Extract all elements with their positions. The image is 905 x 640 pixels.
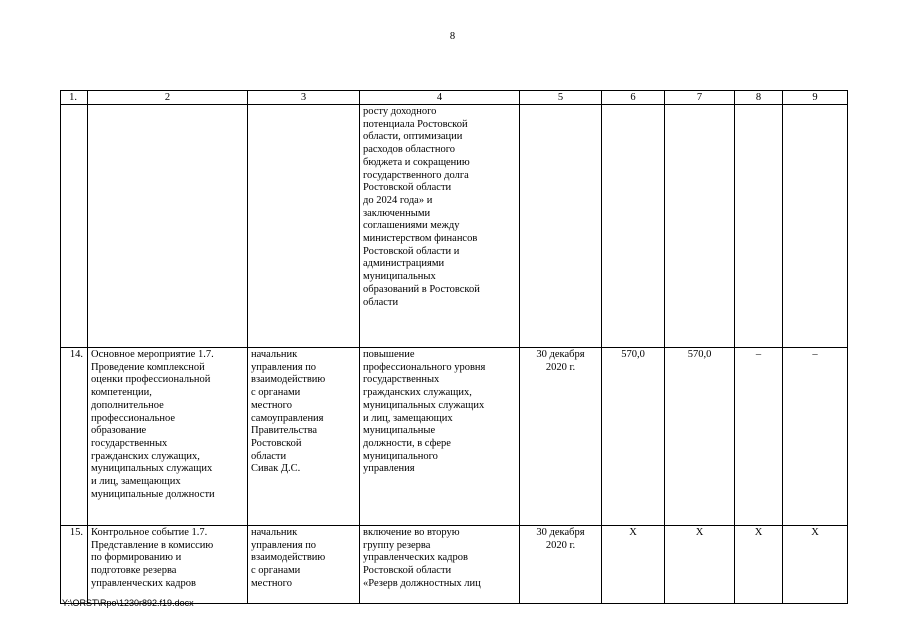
table-row (61, 526, 848, 604)
cell-col6: Х (602, 526, 665, 604)
header-col-8: 8 (735, 91, 783, 105)
data-table (60, 90, 848, 604)
header-row (61, 91, 848, 105)
header-col-2: 2 (88, 91, 248, 105)
cell-deadline: 30 декабря 2020 г. (520, 348, 602, 526)
cell-col6: 570,0 (602, 348, 665, 526)
table-row-continuation (61, 105, 848, 348)
cell-empty (602, 105, 665, 348)
header-col-4: 4 (360, 91, 520, 105)
cell-col7: 570,0 (665, 348, 735, 526)
cell-col9: Х (783, 526, 848, 604)
cell-col9: – (783, 348, 848, 526)
cell-result: включение во вторую группу резерва управленческих кадров Ростовской области «Резерв должностных лиц (360, 526, 520, 604)
cell-empty (783, 105, 848, 348)
cell-col8: Х (735, 526, 783, 604)
header-col-9: 9 (783, 91, 848, 105)
cell-deadline: 30 декабря 2020 г. (520, 526, 602, 604)
header-col-6: 6 (602, 91, 665, 105)
cell-result: повышение профессионального уровня государственных гражданских служащих, муниципальных служащих и лиц, замещающих муниципальные должности, в сфере муниципального управления (360, 348, 520, 526)
cell-responsible: начальник управления по взаимодействию с органами местного самоуправления Правительства Ростовской области Сивак Д.С. (248, 348, 360, 526)
header-col-3: 3 (248, 91, 360, 105)
cell-number: 14. (61, 348, 88, 526)
cell-empty (735, 105, 783, 348)
cell-empty (88, 105, 248, 348)
cell-activity: Основное мероприятие 1.7. Проведение комплексной оценки профессиональной компетенции, дополнительное профессиональное образование государственных гражданских служащих, муниципальных служащих и лиц, замещающих муниципальные должности (88, 348, 248, 526)
cell-result: росту доходного потенциала Ростовской области, оптимизации расходов областного бюджета и сокращению государственного долга Ростовской области до 2024 года» и заключенными соглашениями между министерством финансов Ростовской области и администрациями муниципальных образований в Ростовской области (360, 105, 520, 348)
table-row (61, 348, 848, 526)
cell-empty (61, 105, 88, 348)
cell-col8: – (735, 348, 783, 526)
cell-empty (665, 105, 735, 348)
cell-number: 15. (61, 526, 88, 604)
cell-activity: Контрольное событие 1.7. Представление в комиссию по формированию и подготовке резерва управленческих кадров (88, 526, 248, 604)
header-col-7: 7 (665, 91, 735, 105)
cell-empty (520, 105, 602, 348)
header-col-5: 5 (520, 91, 602, 105)
page-number: 8 (449, 31, 456, 42)
cell-empty (248, 105, 360, 348)
header-col-1: 1. (61, 91, 88, 105)
cell-col7: Х (665, 526, 735, 604)
cell-responsible: начальник управления по взаимодействию с органами местного (248, 526, 360, 604)
file-path-footer: Y:\ORST\Rpo\1230r892.f19.docx (62, 598, 194, 608)
